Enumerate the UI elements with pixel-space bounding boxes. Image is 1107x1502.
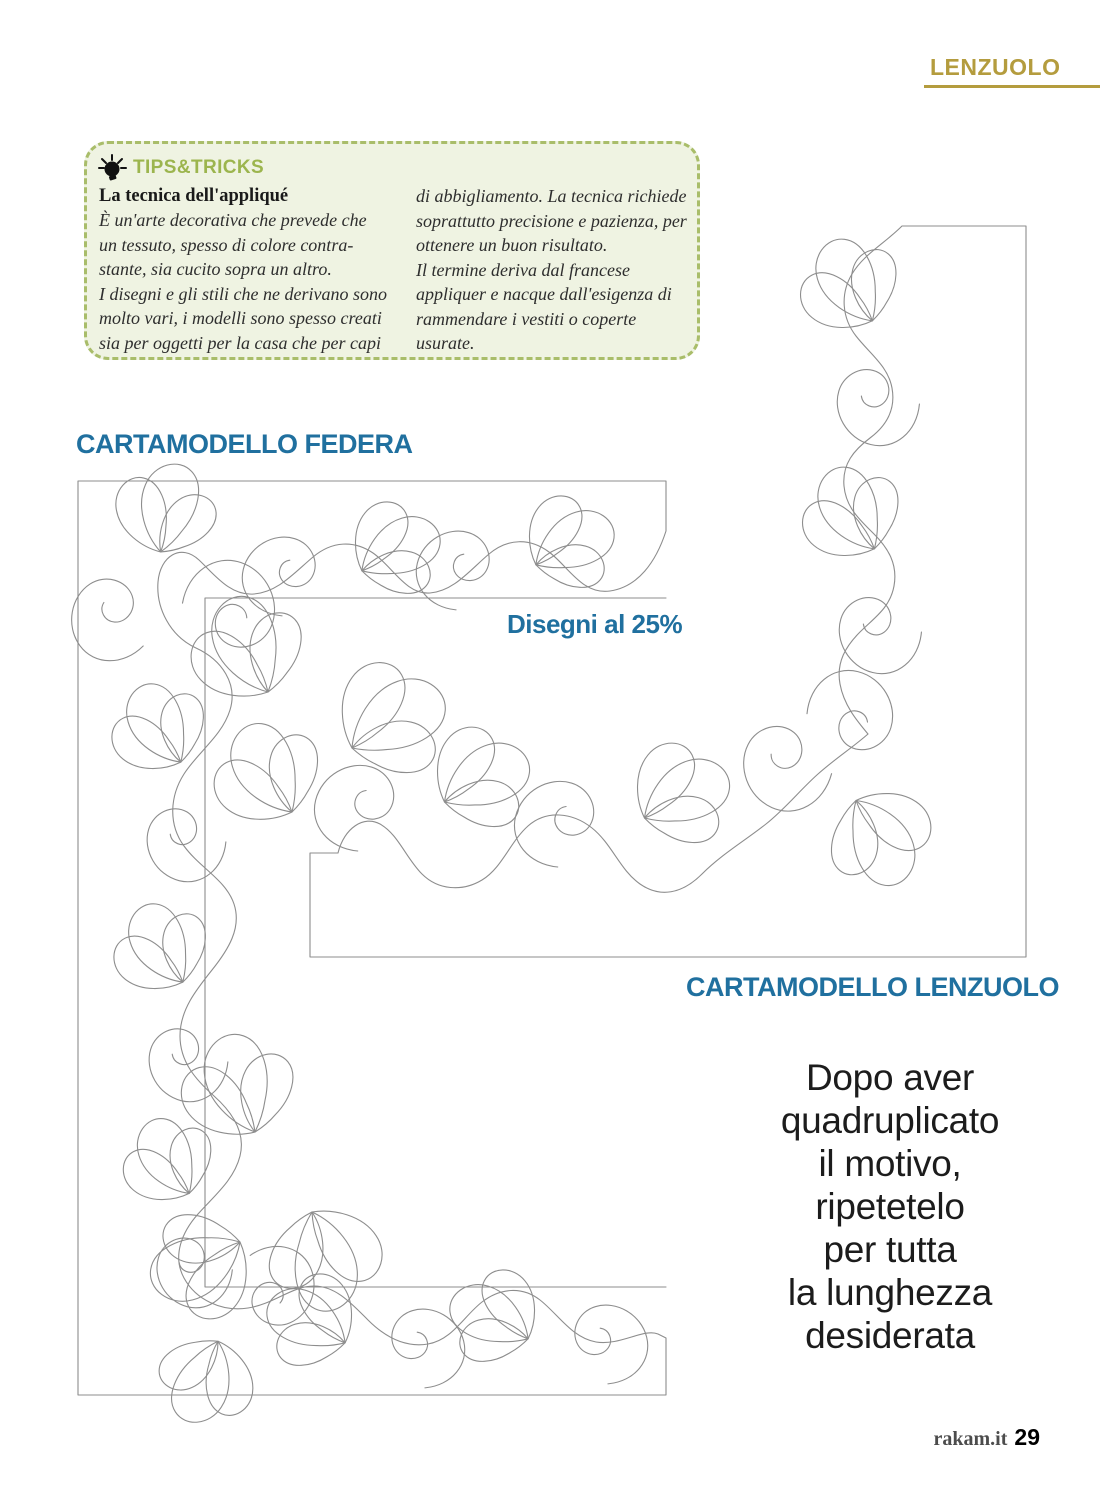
tips-text-line: I disegni e gli stili che ne derivano sono	[99, 283, 387, 304]
tips-text-line: Il termine deriva dal francese	[416, 259, 630, 280]
tips-text-line: rammendare i vestiti o coperte	[416, 308, 637, 329]
tips-text-line: molto vari, i modelli sono spesso creati	[99, 308, 382, 328]
note-line: quadruplicato	[780, 1100, 1000, 1141]
federa-seam-line	[205, 598, 666, 1287]
pattern-scale-note: Disegni al 25%	[507, 609, 683, 639]
note-line: Dopo aver	[805, 1057, 974, 1098]
tips-text-line: È un'arte decorativa che prevede che	[99, 210, 367, 230]
page-footer	[934, 1424, 1040, 1451]
note-line: la lunghezza	[787, 1272, 993, 1313]
note-line: per tutta	[823, 1229, 957, 1270]
federa-pattern-title: CARTAMODELLO FEDERA	[76, 429, 413, 459]
tips-column-1	[99, 184, 407, 355]
tips-text-line: sia per oggetti per la casa che per capi	[99, 332, 381, 353]
tips-heading: La tecnica dell'appliqué	[99, 186, 289, 206]
lightbulb-icon	[97, 152, 129, 184]
federa-pattern-outline	[0, 406, 666, 1479]
tips-text-line: usurate.	[416, 333, 475, 353]
tips-text-line: ottenere un buon risultato.	[416, 235, 608, 255]
lenzuolo-pattern-title: CARTAMODELLO LENZUOLO	[686, 972, 1059, 1002]
note-line: desiderata	[805, 1315, 975, 1356]
section-header-lenzuolo	[924, 54, 1100, 88]
tips-text-line: un tessuto, spesso di colore contra-	[99, 234, 354, 255]
tips-text-line: appliquer e nacque dall'esigenza di	[416, 284, 672, 304]
tips-tricks-box	[84, 141, 700, 360]
page-number: 29	[1014, 1424, 1040, 1450]
tips-text-line: stante, sia cucito sopra un altro.	[99, 259, 332, 279]
tips-text-line: soprattutto precisione e pazienza, per	[416, 210, 687, 231]
note-line: il motivo,	[818, 1143, 962, 1184]
note-line: ripetetelo	[815, 1186, 965, 1227]
repeat-instruction-note	[680, 1056, 1100, 1357]
site-url: rakam.it	[933, 1428, 1008, 1450]
tips-title: TIPS&TRICKS	[133, 157, 265, 178]
section-label: LENZUOLO	[930, 54, 1061, 80]
tips-column-2	[416, 184, 698, 356]
tips-text-line: di abbigliamento. La tecnica richiede	[416, 186, 687, 206]
